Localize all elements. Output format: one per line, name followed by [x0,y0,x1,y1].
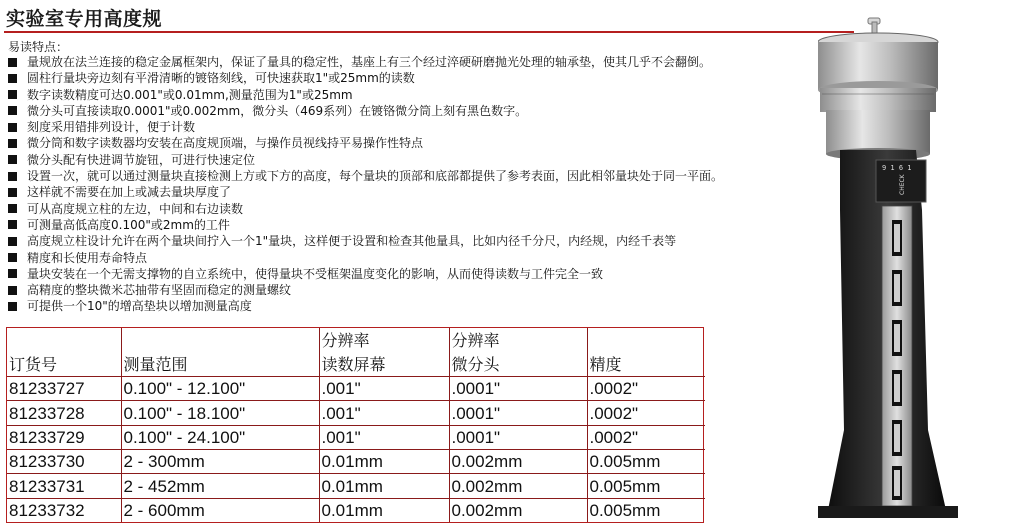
square-bullet-icon [8,269,17,278]
square-bullet-icon [8,286,17,295]
feature-item: 高度规立柱设计允许在两个量块间拧入一个1"量块，这样便于设置和检查其他量具，比如内径千分尺，内经规，内经千表等 [8,233,848,249]
feature-item: 圆柱行量块旁边刻有平滑清晰的镀铬刻线，可快速获取1"或25mm的读数 [8,70,848,86]
feature-list [8,54,848,315]
feature-item: 量块安装在一个无需支撑物的自立系统中，使得量块不受框架温度变化的影响，从而使得读数与工件完全一致 [8,266,848,282]
square-bullet-icon [8,220,17,229]
square-bullet-icon [8,155,17,164]
feature-item: 微分筒和数字读数器均安装在高度规顶端，与操作员视线持平易操作性特点 [8,135,848,151]
table-cell: 0.002mm [449,498,587,522]
table-row [7,498,705,522]
feature-item: 微分头配有快进调节旋钮，可进行快速定位 [8,152,848,168]
feature-item: 设置一次，就可以通过测量块直接检测上方或下方的高度，每个量块的顶部和底部都提供了参考表面，因此相邻量块处于同一平面。 [8,168,848,184]
table-cell: .001" [319,377,449,401]
column-header-range: 测量范围 [121,352,319,377]
feature-item: 可从高度规立柱的左边，中间和右边读数 [8,201,848,217]
feature-item: 刻度采用错排列设计，便于计数 [8,119,848,135]
feature-item: 这样就不需要在加上或减去量块厚度了 [8,184,848,200]
square-bullet-icon [8,302,17,311]
table-cell: 0.100" - 12.100" [121,377,319,401]
feature-item: 高精度的整块微米芯抽带有坚固而稳定的测量螺纹 [8,282,848,298]
square-bullet-icon [8,237,17,246]
check-label: CHECK [899,174,906,195]
table-cell: 0.100" - 24.100" [121,425,319,449]
square-bullet-icon [8,90,17,99]
table-cell: 81233731 [7,474,121,498]
table-row [7,401,705,425]
square-bullet-icon [8,139,17,148]
table-row [7,449,705,473]
table-cell: 0.002mm [449,474,587,498]
feature-item: 数字读数精度可达0.001"或0.01mm,测量范围为1"或25mm [8,87,848,103]
square-bullet-icon [8,204,17,213]
table-cell: 81233727 [7,377,121,401]
header-top-cell [7,328,121,352]
title-divider [4,31,854,33]
header-top-cell [587,328,705,352]
table-cell: .0001" [449,425,587,449]
scale-strip [882,206,912,506]
table-cell: .001" [319,401,449,425]
header-top-cell: 分辨率 [319,328,449,352]
square-bullet-icon [8,123,17,132]
table-cell: 81233732 [7,498,121,522]
table-cell: .0002" [587,377,705,401]
square-bullet-icon [8,106,17,115]
table-cell: .0001" [449,377,587,401]
column-header-display-resolution: 读数屏幕 [319,352,449,377]
table-cell: 81233729 [7,425,121,449]
table-cell: .001" [319,425,449,449]
feature-item: 精度和长使用寿命特点 [8,250,848,266]
column-header-order-no: 订货号 [9,355,58,374]
square-bullet-icon [8,74,17,83]
table-cell: 0.01mm [319,474,449,498]
square-bullet-icon [8,253,17,262]
table-cell: 2 - 300mm [121,449,319,473]
micrometer-drum [818,33,938,160]
table-cell: 0.01mm [319,449,449,473]
height-gauge-photo [818,10,1028,525]
table-cell: 0.005mm [587,449,705,473]
table-row [7,474,705,498]
table-cell: 0.005mm [587,474,705,498]
table-cell: .0002" [587,401,705,425]
header-top-cell [121,328,319,352]
table-cell: .0002" [587,425,705,449]
table-cell: .0001" [449,401,587,425]
table-cell: 0.100" - 18.100" [121,401,319,425]
table-cell: 0.002mm [449,449,587,473]
header-top-cell: 分辨率 [449,328,587,352]
table-cell: 2 - 600mm [121,498,319,522]
table-cell: 81233730 [7,449,121,473]
table-header-group-row [7,328,705,352]
feature-item: 量规放在法兰连接的稳定金属框架内，保证了量具的稳定性，基座上有三个经过淬硬研磨抛光处理的轴承垫，使其几乎不会翻倒。 [8,54,848,70]
feature-item: 可提供一个10"的增高垫块以增加测量高度 [8,298,848,314]
feature-item: 微分头可直接读取0.0001"或0.002mm，微分头（469系列）在镀铬微分筒上刻有黑色数字。 [8,103,848,119]
column-header-accuracy: 精度 [587,352,705,377]
column-header-micrometer-resolution: 微分头 [449,352,587,377]
page-title: 实验室专用高度规 [6,8,163,30]
spec-table [6,327,704,523]
table-header-row [7,352,705,377]
table-row [7,425,705,449]
feature-item: 可测量高低高度0.100"或2mm的工件 [8,217,848,233]
square-bullet-icon [8,188,17,197]
gauge-base [818,506,958,518]
table-cell: 0.01mm [319,498,449,522]
table-cell: 0.005mm [587,498,705,522]
features-heading: 易读特点： [8,40,69,54]
counter-digits: 9 1 6 1 [882,164,912,172]
table-row [7,377,705,401]
table-cell: 2 - 452mm [121,474,319,498]
table-cell: 81233728 [7,401,121,425]
square-bullet-icon [8,172,17,181]
square-bullet-icon [8,58,17,67]
